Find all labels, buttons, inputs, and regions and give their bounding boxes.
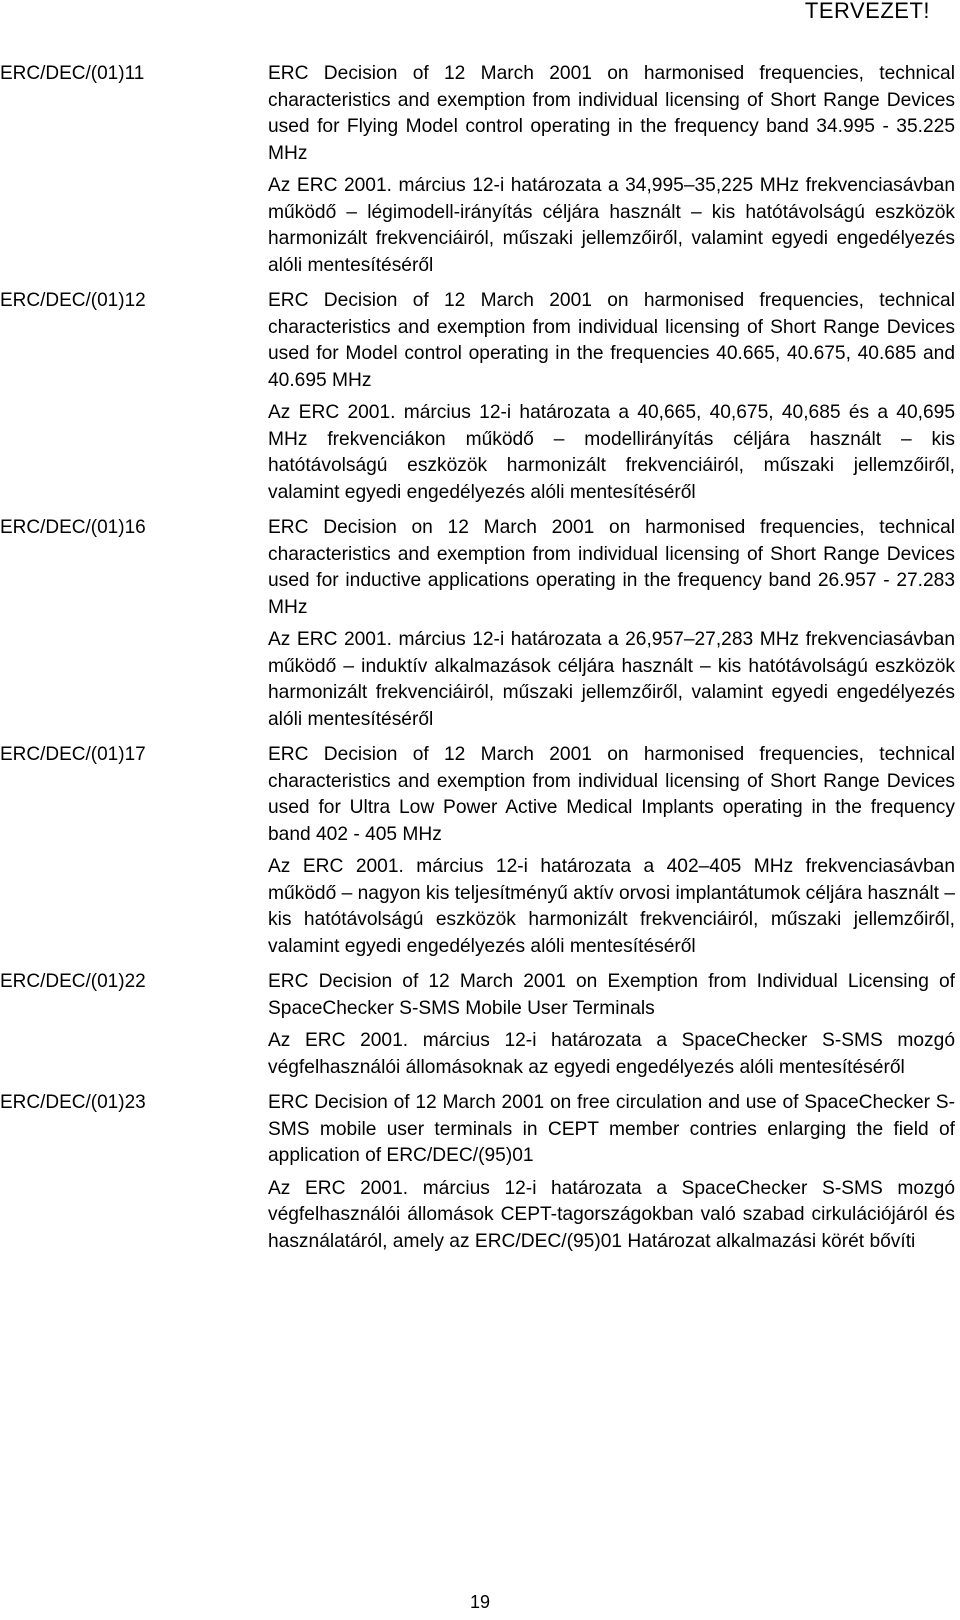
decision-code: ERC/DEC/(01)23 (0, 1092, 146, 1113)
decision-entry (0, 288, 960, 515)
decision-texts (268, 61, 955, 288)
decision-hungarian-title: Az ERC 2001. március 12-i határozata a 402–405 MHz frekvenciasávban működő – nagyon kis teljesítményű aktív orvosi implantátumok céljára használt – kis hatótávolságú eszközök harmonizált frekvenciáiról, műszaki jellemzőiről, valamint egyedi engedélyezés alóli mentesítéséről (268, 856, 955, 957)
page-number: 19 (469, 1592, 491, 1612)
decision-hungarian-title: Az ERC 2001. március 12-i határozata a SpaceChecker S-SMS mozgó végfelhasználói állomások CEPT-tagországokban való szabad cirkulációjáról és használatáról, amely az ERC/DEC/(95)01 Határozat alkalmazási körét bővíti (268, 1177, 955, 1252)
decision-list (0, 61, 960, 1264)
decision-code: ERC/DEC/(01)17 (0, 744, 146, 765)
decision-texts (268, 742, 955, 969)
decision-texts (268, 288, 955, 515)
decision-hungarian-title: Az ERC 2001. március 12-i határozata a SpaceChecker S-SMS mozgó végfelhasználói állomásoknak az egyedi engedélyezés alóli mentesítéséről (268, 1030, 955, 1078)
decision-entry (0, 1090, 960, 1264)
decision-english-title: ERC Decision of 12 March 2001 on free circulation and use of SpaceChecker S-SMS mobile user terminals in CEPT member contries enlarging the field of application of ERC/DEC/(95)01 (268, 1092, 955, 1166)
decision-texts (268, 969, 955, 1090)
draft-mark: TERVEZET! (804, 0, 930, 23)
decision-english-title: ERC Decision of 12 March 2001 on harmonised frequencies, technical characteristics and exemption from individual licensing of Short Range Devices used for Model control operating in the frequencies 40.665, 40.675, 40.685 and 40.695 MHz (268, 290, 955, 391)
decision-code: ERC/DEC/(01)12 (0, 290, 146, 311)
decision-entry (0, 969, 960, 1090)
decision-hungarian-title: Az ERC 2001. március 12-i határozata a 34,995–35,225 MHz frekvenciasávban működő – légimodell-irányítás céljára használt – kis hatótávolságú eszközök harmonizált frekvenciáiról, műszaki jellemzőiről, valamint egyedi engedélyezés alóli mentesítéséről (268, 175, 955, 276)
decision-texts (268, 1090, 955, 1264)
decision-hungarian-title: Az ERC 2001. március 12-i határozata a 26,957–27,283 MHz frekvenciasávban működő – induktív alkalmazások céljára használt – kis hatótávolságú eszközök harmonizált frekvenciáiról, műszaki jellemzőiről, valamint egyedi engedélyezés alóli mentesítéséről (268, 629, 955, 730)
decision-english-title: ERC Decision on 12 March 2001 on harmonised frequencies, technical characteristics and exemption from individual licensing of Short Range Devices used for inductive applications operating in the frequency band 26.957 - 27.283 MHz (268, 517, 955, 618)
decision-english-title: ERC Decision of 12 March 2001 on harmonised frequencies, technical characteristics and exemption from individual licensing of Short Range Devices used for Ultra Low Power Active Medical Implants operating in the frequency band 402 - 405 MHz (268, 744, 955, 845)
decision-code: ERC/DEC/(01)22 (0, 971, 146, 992)
decision-english-title: ERC Decision of 12 March 2001 on Exemption from Individual Licensing of SpaceChecker S-SMS Mobile User Terminals (268, 971, 955, 1019)
decision-code: ERC/DEC/(01)11 (0, 63, 145, 84)
decision-english-title: ERC Decision of 12 March 2001 on harmonised frequencies, technical characteristics and exemption from individual licensing of Short Range Devices used for Flying Model control operating in the frequency band 34.995 - 35.225 MHz (268, 63, 955, 164)
decision-entry (0, 61, 960, 288)
decision-texts (268, 515, 955, 742)
decision-entry (0, 742, 960, 969)
decision-hungarian-title: Az ERC 2001. március 12-i határozata a 40,665, 40,675, 40,685 és a 40,695 MHz frekvenciákon működő – modellirányítás céljára használt – kis hatótávolságú eszközök harmonizált frekvenciáiról, műszaki jellemzőiről, valamint egyedi engedélyezés alóli mentesítéséről (268, 402, 955, 503)
decision-code: ERC/DEC/(01)16 (0, 517, 146, 538)
decision-entry (0, 515, 960, 742)
